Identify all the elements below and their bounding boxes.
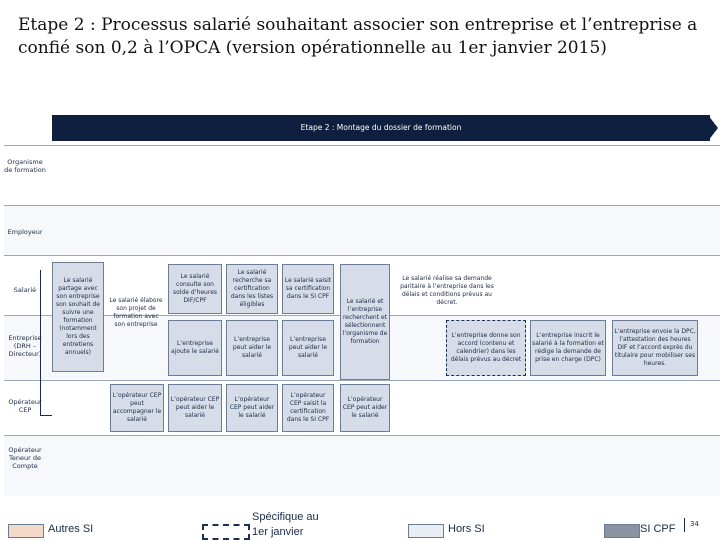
process-box-consulte-solde: Le salarié consulte son solde d’heures DIF/CPF xyxy=(168,264,222,314)
legend-label-specifique: Spécifique au 1er janvier xyxy=(252,511,319,538)
process-box-partage-souhait: Le salarié partage avec son entreprise son souhait de suivre une formation (notamment lors des entretiens annuels) xyxy=(52,262,104,372)
process-box-cep-saisit: L’opérateur CEP saisit la certification dans le SI CPF xyxy=(282,384,334,432)
lane-label-organisme-formation: Organisme de formation xyxy=(4,158,46,174)
page-title: Etape 2 : Processus salarié souhaitant associer son entreprise et l’entreprise a confié son 0,2 à l’OPCA (version opérationnelle au 1er janvier 2015) xyxy=(18,15,698,58)
connector xyxy=(40,415,52,416)
page-number-divider xyxy=(684,518,685,532)
connector xyxy=(40,270,41,415)
process-box-saisit-certification: Le salarié saisit sa certification dans le SI CPF xyxy=(282,264,334,314)
process-box-accord-entreprise: L’entreprise donne son accord (contenu et calendrier) dans les délais prévus au décret xyxy=(446,320,526,376)
process-box-cep-aide-3: L’opérateur CEP peut aider le salarié xyxy=(340,384,390,432)
process-box-cep-accompagner: L’opérateur CEP peut accompagner le salarié xyxy=(110,384,164,432)
process-box-selection-organisme: Le salarié et l’entreprise recherchent et sélectionnent l’organisme de formation xyxy=(340,264,390,380)
lane-employeur xyxy=(4,205,720,256)
legend-swatch-specifique xyxy=(202,524,250,540)
legend-label-autres-si: Autres SI xyxy=(48,523,94,535)
banner-arrow-icon xyxy=(708,115,718,141)
legend-label-hors-si: Hors SI xyxy=(448,523,485,535)
process-box-elabore-projet: Le salarié élabore son projet de formation avec son entreprise xyxy=(109,297,163,328)
page-number: 34 xyxy=(690,520,699,528)
legend-swatch-si-cpf xyxy=(604,524,640,538)
lane-organisme-formation xyxy=(4,145,720,206)
lane-label-operateur-cep: Opérateur CEP xyxy=(8,398,42,414)
process-box-entreprise-ajoute: L’entreprise ajoute le salarié xyxy=(168,320,222,376)
lane-label-entreprise: Entreprise (DRH – Directeur) xyxy=(8,334,42,358)
process-box-demande-paritaire: Le salarié réalise sa demande paritaire à l’entreprise dans les délais et conditions prévus au décret. xyxy=(400,275,494,306)
lane-operateur-teneur-compte xyxy=(4,435,720,496)
process-box-entreprise-aide-1: L’entreprise peut aider le salarié xyxy=(226,320,278,376)
process-box-inscription-dpc: L’entreprise inscrit le salarié à la formation et rédige la demande de prise en charge (DPC) xyxy=(530,320,606,376)
process-box-cep-aide-1: L’opérateur CEP peut aider le salarié xyxy=(168,384,222,432)
lane-label-salarie: Salarié xyxy=(13,286,37,294)
lane-label-employeur: Employeur xyxy=(7,228,43,236)
process-box-cep-aide-2: L’opérateur CEP peut aider le salarié xyxy=(226,384,278,432)
step-banner: Etape 2 : Montage du dossier de formation xyxy=(52,115,710,141)
legend-swatch-autres-si xyxy=(8,524,44,538)
process-box-envoi-dpc: L’entreprise envoie la DPC, l’attestation des heures DIF et l’accord exprès du titulaire pour mobiliser ses heures. xyxy=(612,320,698,376)
process-box-entreprise-aide-2: L’entreprise peut aider le salarié xyxy=(282,320,334,376)
process-box-recherche-certification: Le salarié recherche sa certification dans les listes éligibles xyxy=(226,264,278,314)
legend-swatch-hors-si xyxy=(408,524,444,538)
legend-label-si-cpf: SI CPF xyxy=(640,523,676,535)
lane-label-operateur-teneur-compte: Opérateur Teneur de Compte xyxy=(8,446,42,470)
